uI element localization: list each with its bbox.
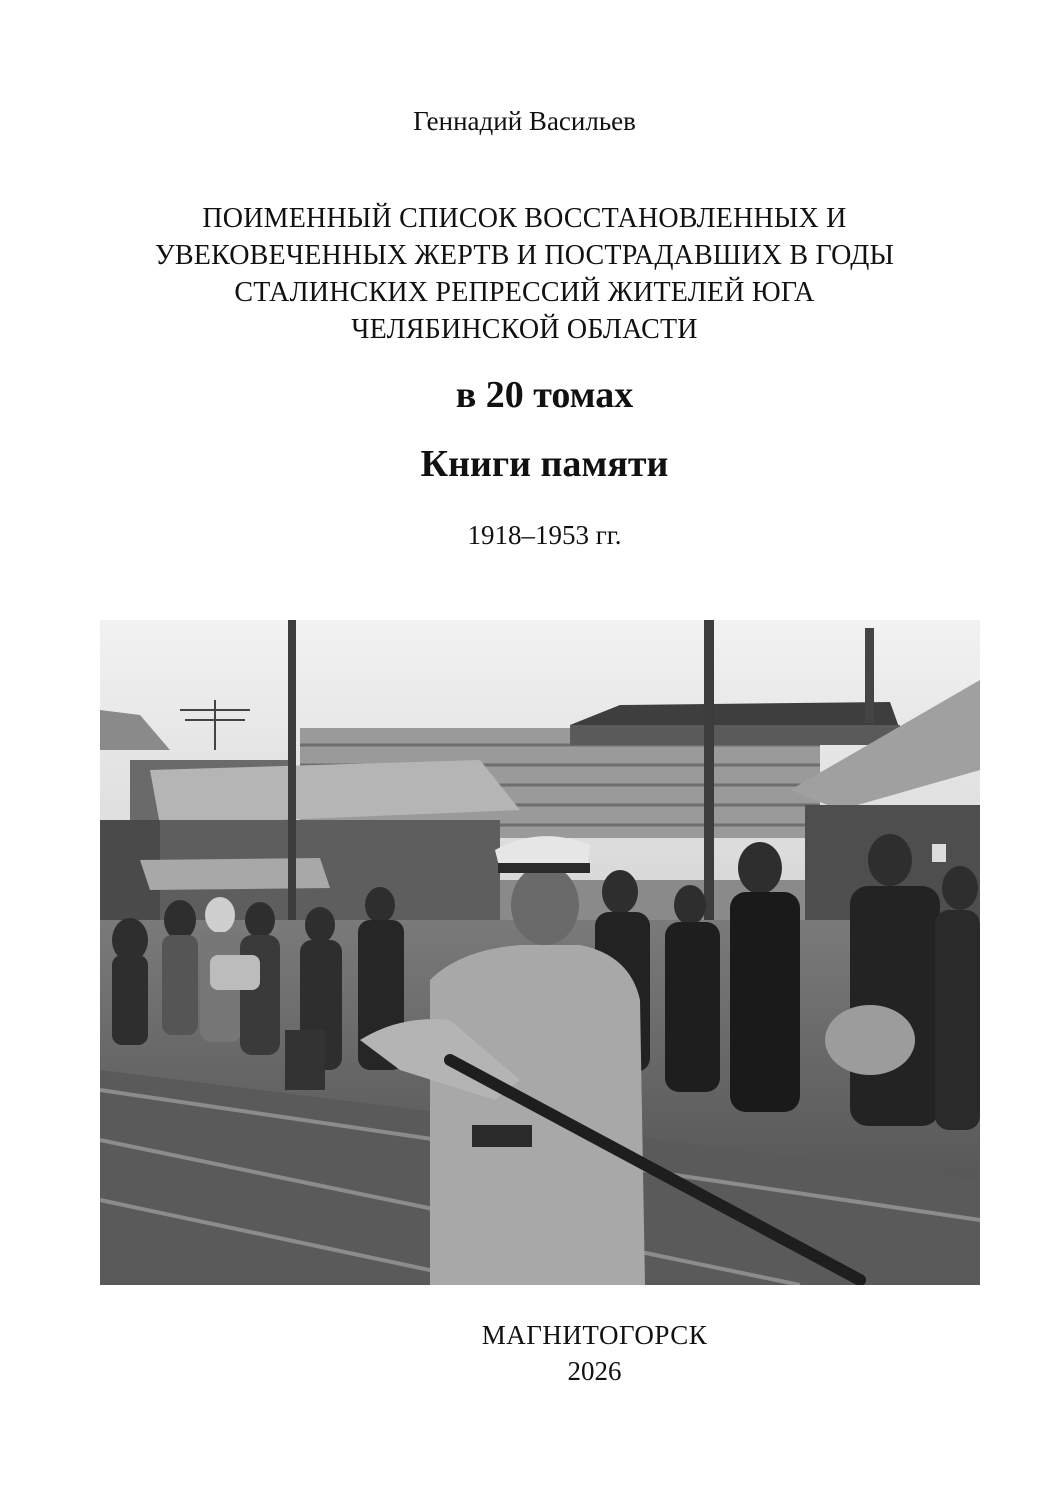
series-title: Книги памяти	[420, 443, 669, 485]
title-line: СТАЛИНСКИХ РЕПРЕССИЙ ЖИТЕЛЕЙ ЮГА	[234, 277, 815, 308]
publisher-city: МАГНИТОГОРСК	[481, 1320, 708, 1350]
book-title	[0, 200, 1049, 348]
author-name: Геннадий Васильев	[413, 106, 636, 136]
title-line: ПОИМЕННЫЙ СПИСОК ВОССТАНОВЛЕННЫХ И	[202, 203, 847, 234]
publication-year: 2026	[567, 1356, 622, 1386]
cover-photo	[100, 620, 980, 1285]
title-line: ЧЕЛЯБИНСКОЙ ОБЛАСТИ	[351, 314, 698, 345]
title-line: УВЕКОВЕЧЕННЫХ ЖЕРТВ И ПОСТРАДАВШИХ В ГОДЫ	[154, 240, 895, 271]
cover-photo-illustration	[100, 620, 980, 1285]
year-range: 1918–1953 гг.	[467, 520, 622, 550]
volumes-note: в 20 томах	[455, 374, 634, 416]
